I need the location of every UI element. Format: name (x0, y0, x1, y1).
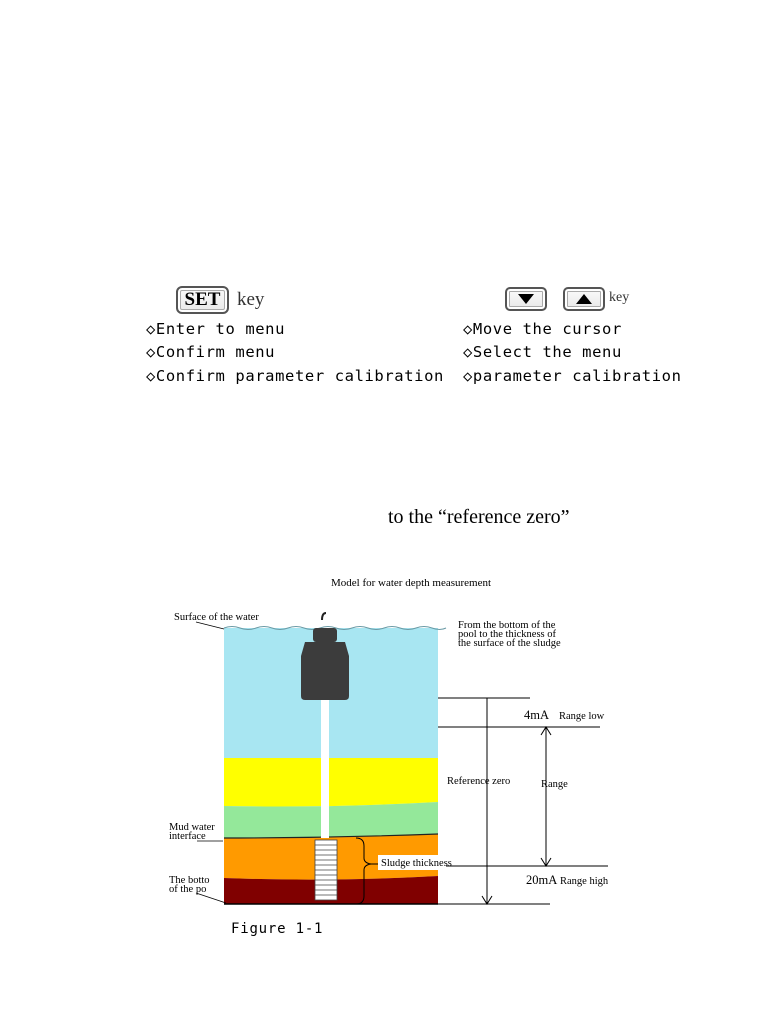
arrow-key-item-calibration: ◇parameter calibration (463, 367, 682, 385)
range-high-label: Range high (560, 876, 609, 887)
range-low-label: Range low (559, 711, 605, 722)
down-arrow-key (505, 287, 547, 311)
surface-leader (196, 622, 224, 629)
from-bottom-line-2: pool to the thickness of (458, 629, 556, 640)
sensor-beam (321, 698, 329, 838)
mud-label-line-2: interface (169, 831, 206, 842)
set-key-item-confirm: ◇Confirm menu (146, 343, 276, 361)
arrow-key-item-select: ◇Select the menu (463, 343, 622, 361)
ma4-label: 4mA (524, 708, 549, 722)
mud-label-line-1: Mud water (169, 822, 215, 833)
bottom-label-line-2: of the po (169, 884, 207, 895)
reference-zero-label: Reference zero (447, 776, 511, 787)
surface-label: Surface of the water (174, 612, 259, 623)
from-bottom-line-1: From the bottom of the (458, 620, 556, 631)
reference-lines (438, 698, 608, 904)
ma20-label: 20mA (526, 873, 558, 887)
bottom-label-line-1: The botto (169, 875, 210, 886)
up-triangle-icon (576, 294, 592, 304)
reference-zero-text: to the “reference zero” (388, 506, 570, 528)
yellow-layer (224, 758, 438, 807)
water-depth-figure (0, 560, 768, 920)
up-arrow-key (563, 287, 605, 311)
range-label: Range (541, 779, 568, 790)
sludge-thickness-label: Sludge thickness (381, 858, 452, 869)
set-key-button: SET (176, 286, 229, 314)
set-key-suffix: key (237, 289, 265, 310)
beam-bands (315, 840, 337, 900)
set-key-item-enter: ◇Enter to menu (146, 320, 286, 338)
arrow-key-suffix: key (609, 290, 630, 305)
set-key-item-calibration: ◇Confirm parameter calibration (146, 367, 444, 385)
figure-caption: Figure 1-1 (231, 921, 324, 937)
sensor-probe-icon (301, 613, 349, 700)
from-bottom-line-3: the surface of the sludge (458, 638, 561, 649)
green-layer (224, 802, 438, 838)
figure-title: Model for water depth measurement (331, 577, 492, 589)
arrow-key-item-move: ◇Move the cursor (463, 320, 622, 338)
down-triangle-icon (518, 294, 534, 304)
